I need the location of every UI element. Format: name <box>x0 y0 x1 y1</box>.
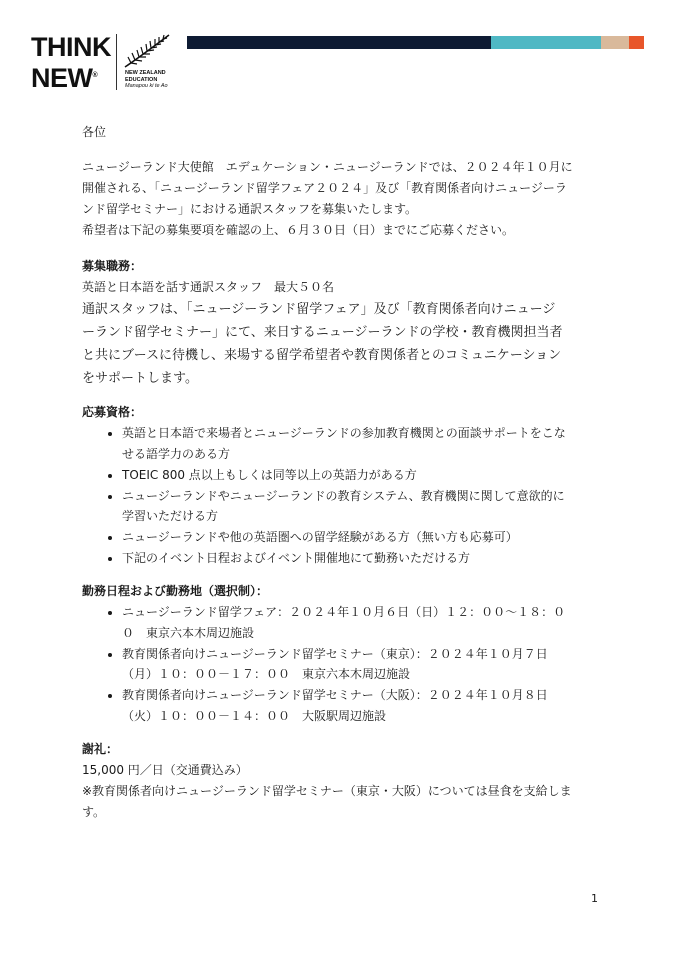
list-item: • 英語と日本語で来場者とニュージーランドの参加教育機関との面談サポートをこな せる語学力のある方 <box>122 423 602 464</box>
reward-note <box>82 781 602 823</box>
list-item: • 教育関係者向けニュージーランド留学セミナー（東京）：２０２４年１０月７日 （月）１０：００－１７：００ 東京六本木周辺施設 <box>122 644 602 685</box>
schedule-heading: 勤務日程および勤務地（選択制）： <box>82 584 269 598</box>
org-line-2: EDUCATION <box>125 76 158 83</box>
page-number: 1 <box>591 892 598 905</box>
org-line-3: Manapou ki te Ao <box>125 83 168 89</box>
org-line-1: NEW ZEALAND <box>125 70 166 76</box>
list-item: • ニュージーランドや他の英語圏への留学経験がある方（無い方も応募可） <box>122 527 602 548</box>
intro-line: 開催される、「ニュージーランド留学フェア２０２４」及び「教育関係者向けニュージーラ <box>82 181 567 195</box>
schedule-list <box>82 602 602 726</box>
nz-education-wordmark <box>125 70 168 90</box>
header-stripe-sand <box>601 36 629 49</box>
logo-line-think: THINK <box>31 32 111 62</box>
recruit-line: 英語と日本語を話す通訳スタッフ 最大５０名 <box>82 280 335 294</box>
list-item: • 教育関係者向けニュージーランド留学セミナー（大阪）：２０２４年１０月８日 （火）１０：００－１４：００ 大阪駅周辺施設 <box>122 685 602 726</box>
list-item: • 下記のイベント日程およびイベント開催地にて勤務いただける方 <box>122 548 602 569</box>
logo-divider <box>116 34 117 90</box>
list-item: • TOEIC 800 点以上もしくは同等以上の英語力がある方 <box>122 465 602 486</box>
intro-paragraph <box>82 157 602 241</box>
recruit-desc-line: と共にブースに待機し、来場する留学希望者や教育関係者とのコミュニケーション <box>82 348 562 363</box>
list-item: • ニュージーランド留学フェア：２０２４年１０月６日（日）１２：００～１８：０ ０ 東京六本木周辺施設 <box>122 602 602 643</box>
document-body <box>82 122 602 823</box>
reward-note-line: す。 <box>82 804 106 819</box>
intro-line: ニュージーランド大使館 エデュケーション・ニュージーランドでは、２０２４年１０月に <box>82 160 573 174</box>
silver-fern-icon <box>123 33 171 69</box>
intro-line: 希望者は下記の募集要項を確認の上、６月３０日（日）までにご応募ください。 <box>82 223 515 237</box>
recruit-desc-line: をサポートします。 <box>82 371 198 386</box>
think-new-logo <box>31 32 111 93</box>
header-stripe-teal <box>491 36 601 49</box>
recruit-desc-line: ーランド留学セミナー」にて、来日するニュージーランドの学校・教育機関担当者 <box>82 325 563 340</box>
salutation: 各位 <box>82 125 107 139</box>
list-item: • ニュージーランドやニュージーランドの教育システム、教育機関に関して意欲的に 学習いただける方 <box>122 486 602 527</box>
header-stripe-orange <box>629 36 644 49</box>
qualifications-list <box>82 423 602 569</box>
logo-line-new: NEW® <box>31 63 98 93</box>
intro-line: ンド留学セミナー」における通訳スタッフを募集いたします。 <box>82 202 418 216</box>
header-stripe-navy <box>187 36 491 49</box>
reward-heading: 謝礼： <box>82 741 119 756</box>
recruit-heading: 募集職務： <box>82 259 143 273</box>
document-header <box>0 0 680 110</box>
recruit-desc-line: 通訳スタッフは、「ニュージーランド留学フェア」及び「教育関係者向けニュージ <box>82 302 556 317</box>
recruit-description <box>82 298 602 390</box>
reward-note-line: ※教育関係者向けニュージーランド留学セミナー（東京・大阪）については昼食を支給しま <box>82 783 572 798</box>
qualifications-heading: 応募資格： <box>82 405 143 419</box>
registered-mark: ® <box>92 72 98 79</box>
reward-amount: 15,000 円／日（交通費込み） <box>82 762 248 777</box>
